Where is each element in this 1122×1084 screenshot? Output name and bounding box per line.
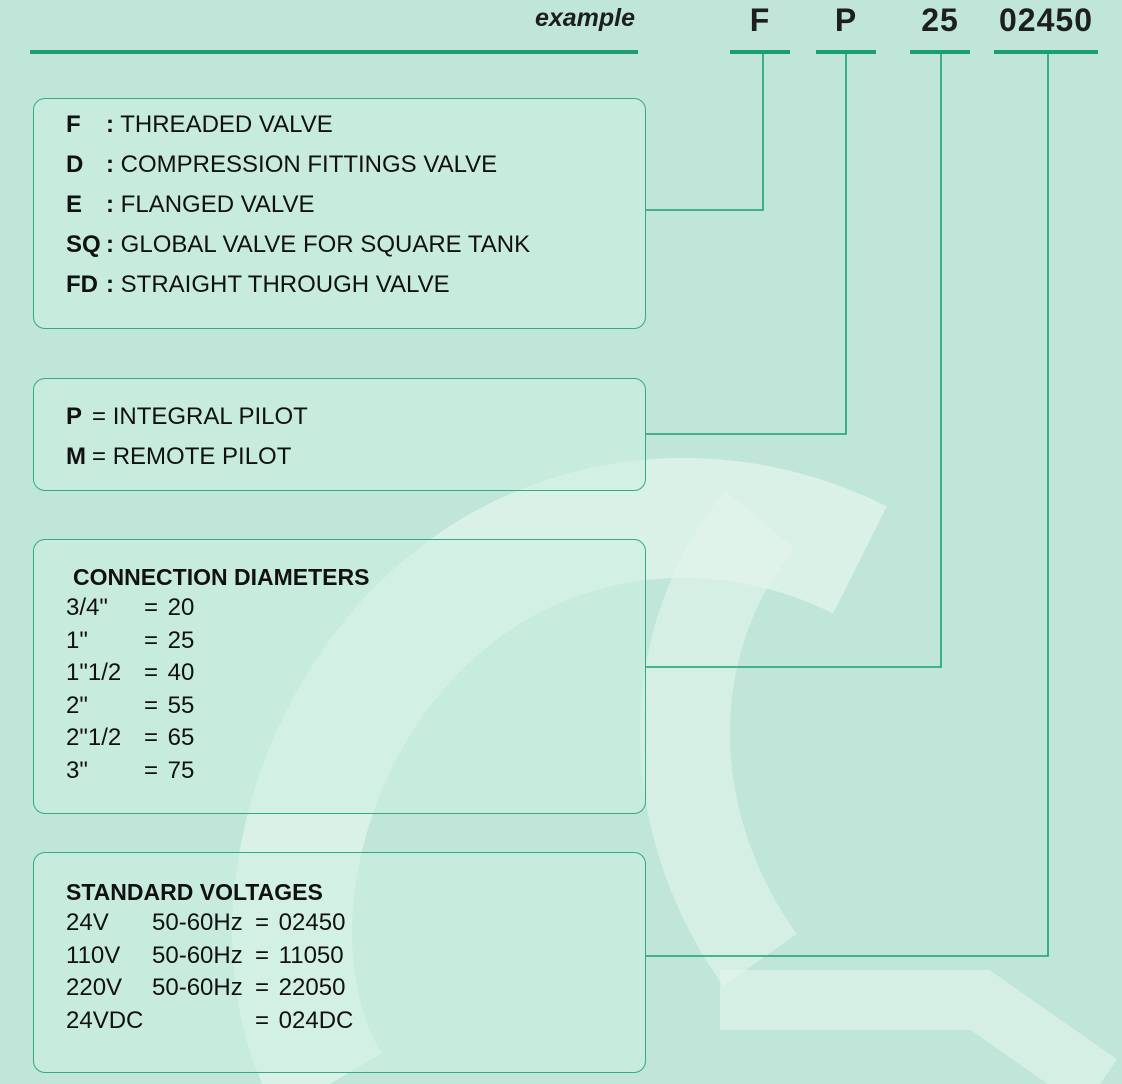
- diameter-row: 3" = 75: [66, 755, 645, 788]
- diameter-size: 3": [66, 756, 88, 784]
- valve-type-row: F : THREADED VALVE: [66, 105, 645, 145]
- connection-diameters-box: [33, 539, 646, 814]
- pilot-type-key: M: [66, 443, 86, 470]
- valve-type-desc: STRAIGHT THROUGH VALVE: [120, 271, 450, 298]
- valve-type-row: SQ : GLOBAL VALVE FOR SQUARE TANK: [66, 225, 645, 265]
- diameter-size: 3/4": [66, 594, 108, 621]
- voltage-value: 24V: [66, 909, 109, 936]
- diameter-code: 25: [167, 626, 195, 654]
- connector-valve-type: [646, 54, 763, 210]
- pilot-type-box: [33, 378, 646, 491]
- diameter-size: 1"1/2: [66, 659, 122, 686]
- voltage-value: 220V: [66, 974, 123, 1001]
- voltage-code: 02450: [278, 909, 346, 936]
- valve-type-desc: COMPRESSION FITTINGS VALVE: [120, 151, 498, 178]
- voltage-row: 24V 50-60Hz = 02450: [66, 907, 645, 940]
- diameter-code: 75: [167, 756, 195, 784]
- valve-type-desc: THREADED VALVE: [120, 111, 333, 138]
- voltage-row: 220V 50-60Hz = 22050: [66, 972, 645, 1005]
- voltage-value: 110V: [66, 941, 121, 969]
- pilot-type-key: P: [66, 403, 83, 430]
- diameter-code: 55: [167, 691, 195, 719]
- valve-type-key: E: [66, 191, 83, 218]
- diameter-size: 1": [66, 626, 88, 654]
- diameter-row: 2" = 55: [66, 690, 645, 723]
- voltage-frequency: 50-60Hz: [152, 974, 243, 1001]
- valve-type-row: FD : STRAIGHT THROUGH VALVE: [66, 265, 645, 305]
- diameter-size: 2"1/2: [66, 724, 122, 751]
- valve-type-row: E : FLANGED VALVE: [66, 185, 645, 225]
- voltage-frequency: 50-60Hz: [152, 909, 243, 936]
- standard-voltages-heading: STANDARD VOLTAGES: [66, 879, 323, 905]
- example-label: example: [534, 4, 635, 32]
- voltage-row: 110V 50-60Hz = 11050: [66, 940, 645, 973]
- code-part-pilot: P: [834, 2, 858, 38]
- valve-type-box: [33, 98, 646, 329]
- voltage-code: 22050: [278, 974, 346, 1001]
- code-part-valve-type: F: [749, 2, 771, 38]
- diameter-code: 20: [167, 594, 195, 621]
- code-part-diameter: 25: [921, 2, 959, 38]
- voltage-value: 24VDC: [66, 1006, 144, 1034]
- connector-pilot: [646, 54, 846, 434]
- diameter-row: 1"1/2 = 40: [66, 657, 645, 690]
- voltage-row: 24VDC = 024DC: [66, 1005, 645, 1038]
- diameter-row: 2"1/2 = 65: [66, 722, 645, 755]
- diameter-size: 2": [66, 691, 88, 719]
- valve-type-key: F: [66, 111, 81, 138]
- diameter-code: 65: [167, 724, 195, 751]
- valve-type-desc: FLANGED VALVE: [120, 191, 315, 218]
- diameter-row: 3/4" = 20: [66, 592, 645, 625]
- pilot-type-desc: INTEGRAL PILOT: [112, 403, 308, 430]
- valve-type-row: D : COMPRESSION FITTINGS VALVE: [66, 145, 645, 185]
- code-part-voltage: 02450: [999, 2, 1093, 38]
- pilot-type-row: P = INTEGRAL PILOT: [66, 397, 645, 437]
- standard-voltages-box: [33, 852, 646, 1073]
- connector-diameter: [646, 54, 941, 667]
- voltage-code: 024DC: [278, 1006, 354, 1034]
- diameter-code: 40: [167, 659, 195, 686]
- valve-type-key: D: [66, 151, 84, 178]
- pilot-type-desc: REMOTE PILOT: [112, 443, 292, 470]
- valve-type-key: SQ: [66, 231, 101, 258]
- connector-voltage: [646, 54, 1048, 956]
- voltage-code: 11050: [278, 941, 344, 969]
- valve-type-key: FD: [66, 271, 98, 298]
- connection-diameters-heading: CONNECTION DIAMETERS: [73, 564, 370, 590]
- voltage-frequency: 50-60Hz: [152, 941, 243, 969]
- pilot-type-row: M = REMOTE PILOT: [66, 437, 645, 477]
- valve-type-desc: GLOBAL VALVE FOR SQUARE TANK: [120, 231, 531, 258]
- diameter-row: 1" = 25: [66, 625, 645, 658]
